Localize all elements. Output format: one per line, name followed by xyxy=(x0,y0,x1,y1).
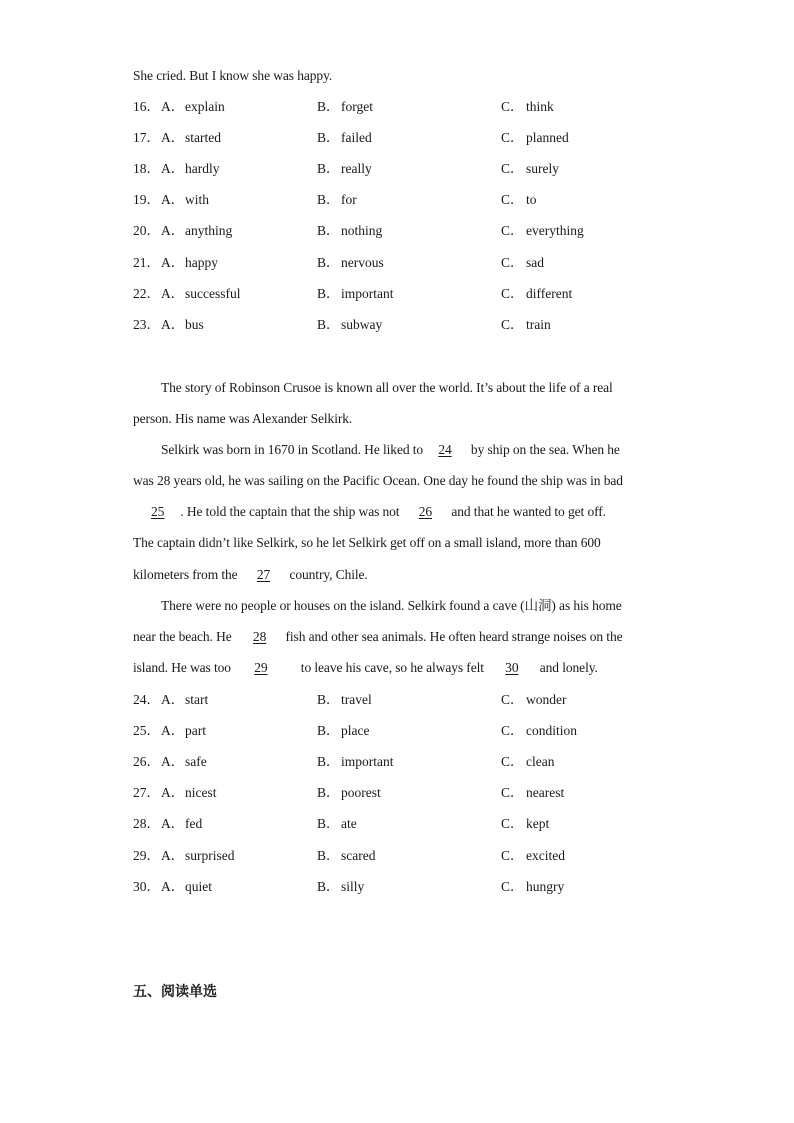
option-c-label: C． xyxy=(501,285,524,301)
option-a-label: A． xyxy=(161,692,185,707)
option-b-text: travel xyxy=(341,692,372,707)
option-c-label: C． xyxy=(501,754,524,770)
option-b-text: nothing xyxy=(341,223,383,239)
option-c-label: C． xyxy=(501,192,524,208)
blank-number: 29 xyxy=(254,660,268,675)
question-row xyxy=(133,284,693,304)
option-a-text: nicest xyxy=(185,785,217,801)
option-b-text: important xyxy=(341,754,394,770)
option-c-label: C． xyxy=(501,785,524,801)
passage-p1-line2: person. His name was Alexander Selkirk. xyxy=(133,411,353,426)
question-number: 16． xyxy=(133,99,160,114)
blank-25 xyxy=(133,502,180,522)
option-c-label: C． xyxy=(501,254,524,270)
question-number: 17． xyxy=(133,130,160,146)
option-b-text: forget xyxy=(341,99,373,114)
blank-26 xyxy=(403,502,448,522)
question-number: 25． xyxy=(133,723,160,739)
option-a-label: A． xyxy=(161,816,185,832)
option-b-label: B． xyxy=(317,878,340,894)
option-c-label: C． xyxy=(501,723,524,739)
question-row xyxy=(133,721,693,741)
text-segment: country, Chile. xyxy=(286,567,368,582)
option-b-label: B． xyxy=(317,285,340,301)
option-b-label: B． xyxy=(317,161,340,177)
option-c-text: clean xyxy=(526,754,555,770)
question-number: 22． xyxy=(133,285,160,301)
option-b-text: failed xyxy=(341,130,372,146)
option-a-text: surprised xyxy=(185,847,235,863)
question-row xyxy=(133,752,693,772)
option-b-text: silly xyxy=(341,878,365,894)
option-c-text: surely xyxy=(526,161,559,177)
option-a-text: anything xyxy=(185,223,233,239)
option-c-text: condition xyxy=(526,723,577,739)
option-b-label: B． xyxy=(317,723,340,739)
option-a-text: started xyxy=(185,130,221,146)
question-number: 18． xyxy=(133,161,160,177)
option-c-label: C． xyxy=(501,692,524,707)
option-a-text: safe xyxy=(185,754,207,770)
text-segment: Selkirk was born in 1670 in Scotland. He liked to xyxy=(161,442,427,457)
option-c-text: everything xyxy=(526,223,584,239)
option-b-label: B． xyxy=(317,847,340,863)
option-b-label: B． xyxy=(317,316,340,332)
option-a-label: A． xyxy=(161,785,185,801)
blank-number: 27 xyxy=(256,567,271,582)
option-c-text: hungry xyxy=(526,878,565,894)
option-a-text: hardly xyxy=(185,161,220,177)
option-a-text: part xyxy=(185,723,206,739)
text-segment: to leave his cave, so he always felt xyxy=(297,660,488,675)
question-row xyxy=(133,190,693,210)
option-a-text: happy xyxy=(185,254,218,270)
option-c-text: train xyxy=(526,316,551,332)
option-a-label: A． xyxy=(161,99,185,114)
option-b-text: scared xyxy=(341,847,376,863)
question-row xyxy=(133,783,693,803)
option-a-text: fed xyxy=(185,816,203,832)
option-a-label: A． xyxy=(161,192,185,208)
question-row xyxy=(133,253,693,273)
question-row xyxy=(133,159,693,179)
option-c-text: wonder xyxy=(526,692,567,707)
option-a-label: A． xyxy=(161,316,185,332)
option-c-text: sad xyxy=(526,254,544,270)
passage-p2-line4: The captain didn’t like Selkirk, so he let Selkirk get off on a small island, more than 600 xyxy=(133,535,601,550)
question-row xyxy=(133,221,693,241)
option-c-label: C． xyxy=(501,816,524,832)
option-b-text: poorest xyxy=(341,785,381,801)
question-number: 20． xyxy=(133,223,160,239)
option-a-text: with xyxy=(185,192,210,208)
option-b-label: B． xyxy=(317,223,340,239)
option-b-text: ate xyxy=(341,816,357,832)
question-row xyxy=(133,814,693,834)
option-c-label: C． xyxy=(501,161,524,177)
question-number: 19． xyxy=(133,192,160,208)
option-b-label: B． xyxy=(317,99,340,114)
question-number: 30． xyxy=(133,878,160,894)
option-a-label: A． xyxy=(161,285,185,301)
option-c-text: nearest xyxy=(526,785,565,801)
text-segment: . He told the captain that the ship was not xyxy=(180,504,403,519)
option-c-text: kept xyxy=(526,816,550,832)
blank-number: 25 xyxy=(151,504,165,519)
text-segment: fish and other sea animals. He often heard strange noises on the xyxy=(282,629,623,644)
option-b-label: B． xyxy=(317,816,340,832)
passage-p3-line2 xyxy=(133,627,623,647)
option-c-label: C． xyxy=(501,130,524,146)
option-b-text: nervous xyxy=(341,254,384,270)
option-a-label: A． xyxy=(161,130,185,146)
option-a-label: A． xyxy=(161,878,185,894)
option-b-label: B． xyxy=(317,754,340,770)
blank-number: 30 xyxy=(505,660,519,675)
option-a-text: successful xyxy=(185,285,241,301)
blank-28 xyxy=(235,627,282,647)
passage-p2-line1 xyxy=(161,440,620,460)
blank-29 xyxy=(234,658,287,678)
option-b-text: place xyxy=(341,723,370,739)
question-row xyxy=(133,690,693,710)
blank-27 xyxy=(241,565,286,585)
question-number: 28． xyxy=(133,816,160,832)
option-b-label: B． xyxy=(317,130,340,146)
blank-number: 28 xyxy=(252,629,267,644)
question-number: 29． xyxy=(133,847,160,863)
option-c-label: C． xyxy=(501,223,524,239)
text-segment: island. He was too xyxy=(133,660,235,675)
question-row xyxy=(133,97,693,117)
option-b-text: important xyxy=(341,285,394,301)
text-segment: by ship on the sea. When he xyxy=(467,442,620,457)
blank-number: 26 xyxy=(418,504,433,519)
option-c-label: C． xyxy=(501,99,524,114)
option-b-label: B． xyxy=(317,254,340,270)
question-number: 24． xyxy=(133,692,160,707)
option-a-label: A． xyxy=(161,161,185,177)
option-b-label: B． xyxy=(317,785,340,801)
text-segment: and lonely. xyxy=(536,660,598,675)
passage-p1-line1: The story of Robinson Crusoe is known all over the world. It’s about the life of a real xyxy=(161,380,613,395)
intro-line: She cried. But I know she was happy. xyxy=(133,68,333,83)
option-c-text: think xyxy=(526,99,554,114)
question-row xyxy=(133,877,693,897)
question-row xyxy=(133,128,693,148)
passage-p2-line3 xyxy=(133,502,606,522)
question-number: 21． xyxy=(133,254,160,270)
question-row xyxy=(133,846,693,866)
blank-30 xyxy=(487,658,536,678)
option-c-label: C． xyxy=(501,878,524,894)
question-number: 27． xyxy=(133,785,160,801)
option-c-text: to xyxy=(526,192,537,208)
option-a-text: explain xyxy=(185,99,225,114)
text-segment: near the beach. He xyxy=(133,629,235,644)
option-a-label: A． xyxy=(161,754,185,770)
text-segment: and that he wanted to get off. xyxy=(448,504,606,519)
section-heading: 五、阅读单选 xyxy=(133,984,217,1000)
option-c-label: C． xyxy=(501,847,524,863)
option-a-label: A． xyxy=(161,847,185,863)
option-a-text: bus xyxy=(185,316,204,332)
option-a-label: A． xyxy=(161,723,185,739)
blank-24 xyxy=(426,440,467,460)
option-b-text: for xyxy=(341,192,357,208)
question-number: 26． xyxy=(133,754,160,770)
option-c-text: excited xyxy=(526,847,565,863)
passage-p2-line5 xyxy=(133,565,368,585)
passage-p3-line3 xyxy=(133,658,598,678)
blank-number: 24 xyxy=(438,442,452,457)
option-c-text: different xyxy=(526,285,573,301)
option-b-label: B． xyxy=(317,192,340,208)
option-a-text: start xyxy=(185,692,209,707)
option-b-text: subway xyxy=(341,316,383,332)
passage-p3-line1: There were no people or houses on the island. Selkirk found a cave (山洞) as his home xyxy=(161,598,622,613)
text-segment: kilometers from the xyxy=(133,567,241,582)
option-b-text: really xyxy=(341,161,372,177)
option-a-label: A． xyxy=(161,254,185,270)
option-a-label: A． xyxy=(161,223,185,239)
option-a-text: quiet xyxy=(185,878,212,894)
passage-p2-line2: was 28 years old, he was sailing on the Pacific Ocean. One day he found the ship was in bad xyxy=(133,473,623,488)
option-b-label: B． xyxy=(317,692,340,707)
question-number: 23． xyxy=(133,316,160,332)
question-row xyxy=(133,315,693,335)
option-c-label: C． xyxy=(501,316,524,332)
option-c-text: planned xyxy=(526,130,569,146)
